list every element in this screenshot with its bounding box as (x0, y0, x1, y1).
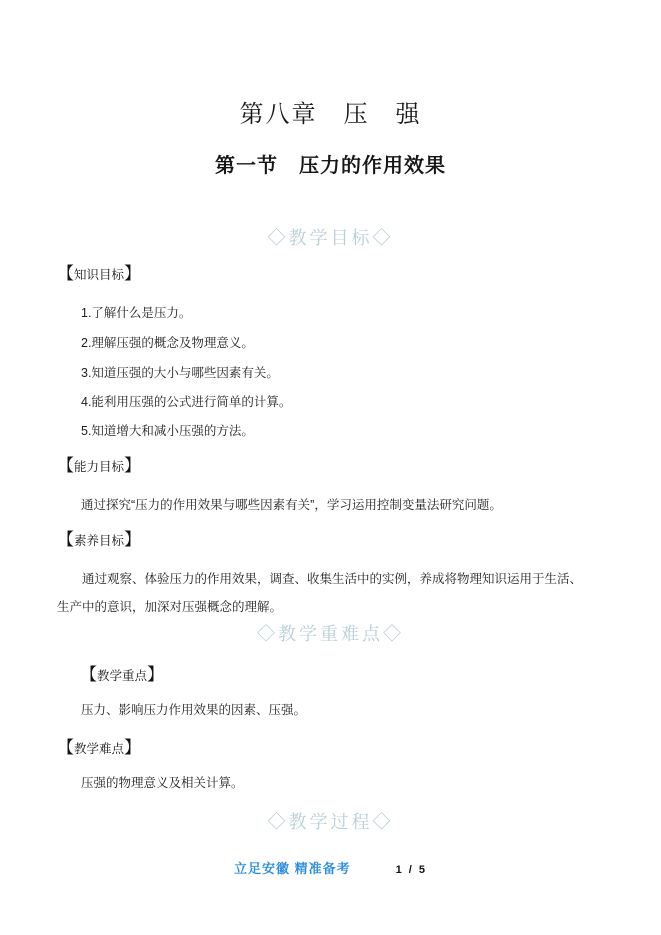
teaching-difficulty-paragraph: 压强的物理意义及相关计算。 (81, 776, 244, 790)
knowledge-objective-text: 知识目标 (74, 268, 125, 282)
section-title: 第一节 压力的作用效果 (215, 155, 446, 177)
bracket-open: 【 (80, 665, 97, 684)
bracket-close: 】 (124, 738, 142, 757)
bracket-close: 】 (124, 530, 142, 549)
bracket-close: 】 (147, 665, 165, 684)
knowledge-item-5: 5.知道增大和减小压强的方法。 (81, 424, 254, 438)
page-footer (0, 858, 661, 877)
knowledge-item-3: 3.知道压强的大小与哪些因素有关。 (81, 366, 279, 380)
teaching-focus-label (80, 664, 164, 687)
teaching-process-heading: ◇教学过程◇ (267, 812, 394, 832)
literacy-objective-label (57, 529, 141, 552)
teaching-difficulty-label (57, 737, 141, 760)
ability-objective-label (57, 455, 141, 478)
knowledge-item-2: 2.理解压强的概念及物理意义。 (81, 336, 254, 350)
knowledge-objective-label (57, 263, 141, 286)
teaching-focus-text-label: 教学重点 (97, 669, 148, 683)
footer-slogan: 立足安徽 精准备考 (233, 861, 351, 876)
knowledge-item-4: 4.能利用压强的公式进行简单的计算。 (81, 395, 292, 409)
bracket-open: 【 (57, 530, 74, 549)
knowledge-item-1: 1.了解什么是压力。 (81, 306, 192, 320)
teaching-objectives-heading: ◇教学目标◇ (267, 228, 394, 248)
teaching-focus-paragraph: 压力、影响压力作用效果的因素、压强。 (81, 703, 307, 717)
chapter-title: 第八章 压 强 (239, 102, 422, 128)
teaching-difficulty-text-label: 教学难点 (74, 742, 125, 756)
bracket-open: 【 (57, 264, 74, 283)
bracket-open: 【 (57, 738, 74, 757)
ability-objective-paragraph: 通过探究“压力的作用效果与哪些因素有关”，学习运用控制变量法研究问题。 (81, 498, 502, 512)
ability-objective-text: 能力目标 (74, 460, 125, 474)
bracket-open: 【 (57, 456, 74, 475)
literacy-objective-text: 素养目标 (74, 534, 125, 548)
bracket-close: 】 (124, 264, 142, 283)
literacy-objective-paragraph: 通过观察、体验压力的作用效果，调查、收集生活中的实例，养成将物理知识运用于生活、生产中的意识，加深对压强概念的理解。 (57, 572, 583, 614)
teaching-keypoints-heading: ◇教学重难点◇ (257, 624, 404, 644)
bracket-close: 】 (124, 456, 142, 475)
page-number: 1 / 5 (395, 864, 428, 876)
